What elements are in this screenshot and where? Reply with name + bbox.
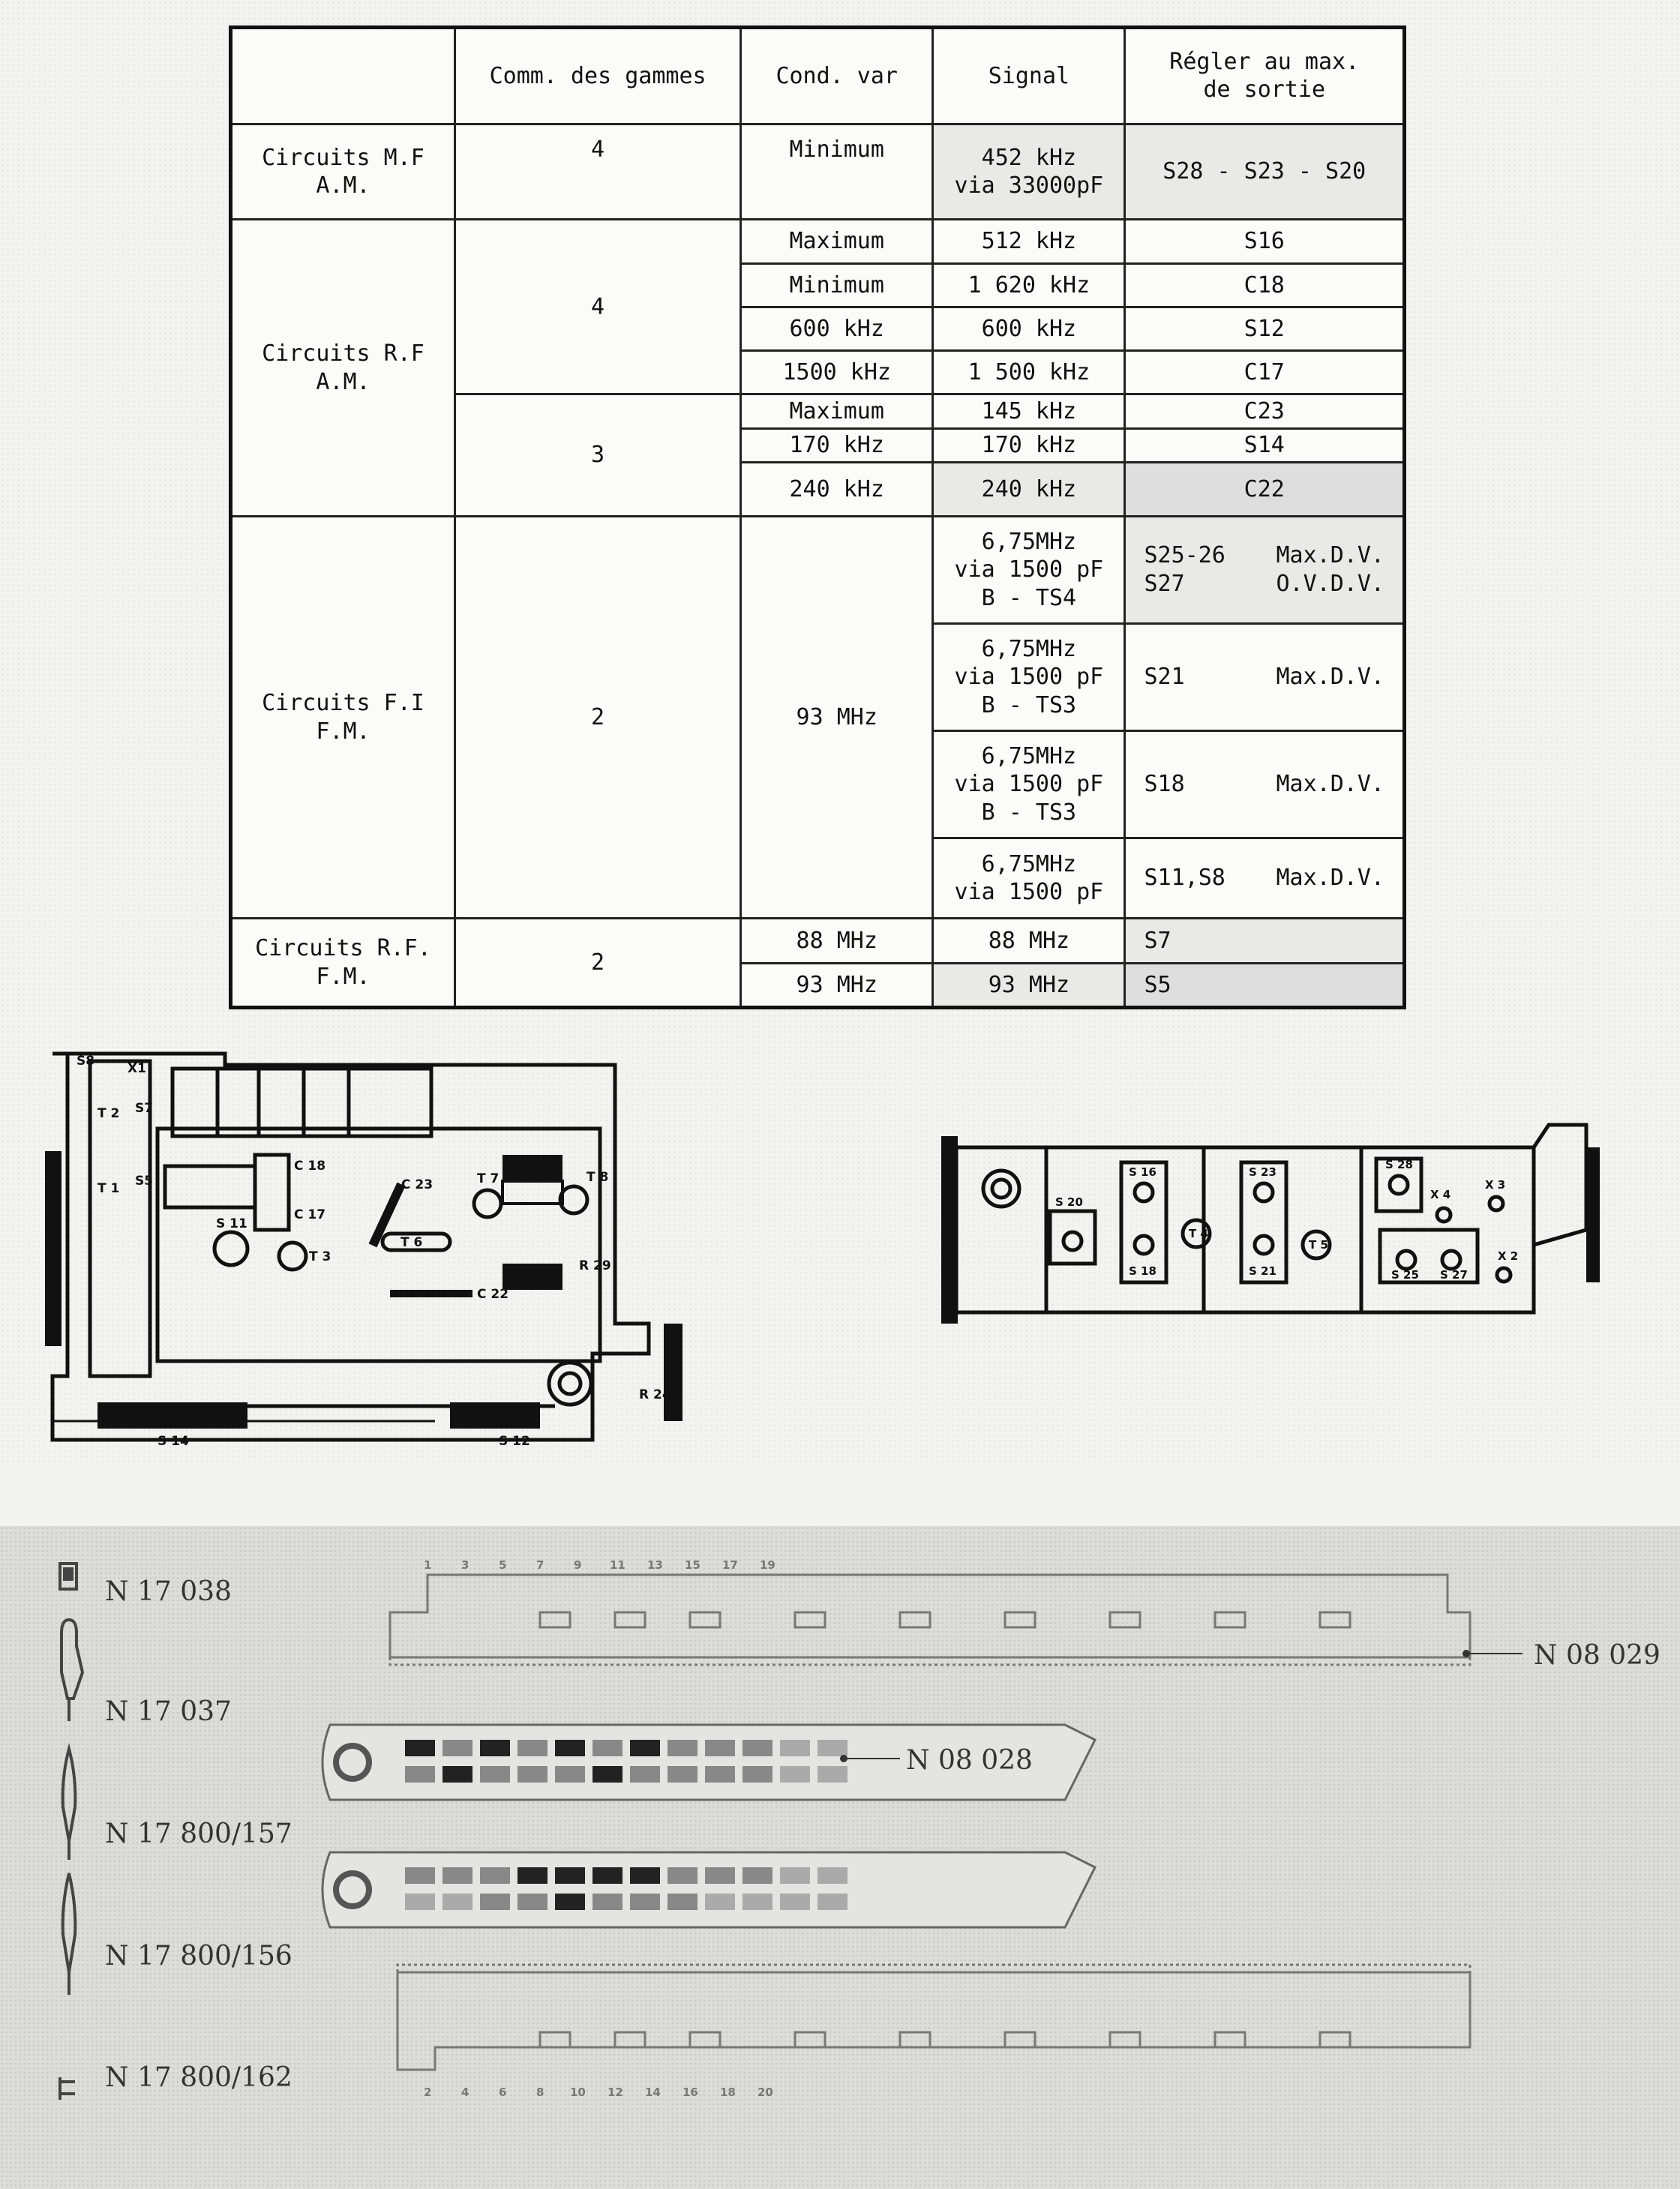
part-code-n17800-156: N 17 800/156	[105, 1941, 292, 1972]
am-top-shield-3	[259, 1069, 304, 1136]
pin-number: 6	[499, 2086, 507, 2099]
group-label-line: Circuits R.F	[262, 340, 424, 367]
header-signal: Signal	[933, 28, 1125, 124]
table-header-row	[231, 28, 1405, 124]
group-label-mf-am	[231, 124, 455, 220]
am-right-wheel	[664, 1324, 682, 1421]
pin-number: 3	[461, 1558, 470, 1572]
long-pin-icon	[63, 1873, 76, 1972]
signal-cell	[933, 124, 1125, 220]
group-label-line: A.M.	[316, 172, 370, 199]
signal-cell	[933, 838, 1125, 919]
top-number-row	[424, 1558, 776, 1572]
signal-line: via 1500 pF	[954, 556, 1104, 583]
table-row	[231, 919, 1405, 963]
regler-cell: C17	[1125, 351, 1405, 394]
pin-number: 16	[682, 2086, 698, 2099]
label-x1: X1	[128, 1061, 146, 1076]
am-top-shield-1	[172, 1069, 218, 1136]
t7-coil-frame	[502, 1181, 562, 1204]
cond-cell: 93 MHz	[741, 516, 933, 918]
label-s28: S 28	[1385, 1158, 1413, 1171]
regler-cell	[1125, 838, 1405, 919]
s21-adjuster	[1255, 1236, 1273, 1254]
regler-cell: C22	[1125, 463, 1405, 517]
group-label-rf-fm	[231, 919, 455, 1008]
regler-mode: Max.D.V.	[1276, 865, 1384, 892]
fm-board-diagram	[926, 1117, 1624, 1335]
label-s11: S 11	[216, 1216, 248, 1231]
t7-transistor	[474, 1190, 501, 1217]
regler-cell	[1125, 731, 1405, 838]
pin-number: 10	[570, 2086, 586, 2099]
pin-number: 4	[461, 2086, 470, 2099]
regler-cell	[1125, 623, 1405, 730]
x3-point	[1490, 1197, 1503, 1210]
label-t2: T 2	[98, 1106, 120, 1121]
pin-number: 17	[722, 1558, 738, 1572]
pin-number: 7	[536, 1558, 544, 1572]
cond-cell: 88 MHz	[741, 919, 933, 963]
alignment-table	[229, 25, 1406, 1009]
t7-coil	[502, 1155, 562, 1181]
regler-line	[1126, 570, 1402, 598]
regler-adjust: S21	[1144, 664, 1185, 691]
fm-left-wheel	[941, 1136, 958, 1324]
s23-adjuster	[1255, 1183, 1273, 1201]
signal-line: via 1500 pF	[954, 771, 1104, 798]
s28-adjuster	[1390, 1176, 1408, 1194]
pin-number: 9	[574, 1558, 582, 1572]
pin-number: 13	[647, 1558, 663, 1572]
lower-contact-strip	[322, 1852, 1095, 1927]
label-t7: T 7	[477, 1171, 500, 1186]
label-c22: C 22	[477, 1287, 509, 1302]
label-c18: C 18	[294, 1159, 326, 1174]
label-x2: X 2	[1498, 1249, 1519, 1263]
part-code-n17800-162: N 17 800/162	[105, 2062, 292, 2093]
regler-line	[1126, 663, 1402, 691]
cond-cell: 93 MHz	[741, 963, 933, 1007]
signal-line: 6,75MHz	[981, 742, 1077, 769]
signal-line: via 1500 pF	[954, 879, 1104, 906]
group-label-line: Circuits R.F.	[255, 935, 431, 962]
group-label-line: Circuits M.F	[262, 144, 424, 171]
c22-capacitor	[390, 1290, 472, 1297]
group-label-rf-am	[231, 220, 455, 516]
pin-number: 1	[424, 1558, 432, 1572]
contact-strips-diagram	[315, 1552, 1530, 2152]
strip-label-n08028: N 08 028	[906, 1745, 1033, 1776]
table-row	[231, 220, 1405, 263]
cond-cell: 1500 kHz	[741, 351, 933, 394]
bottom-number-row	[424, 2086, 773, 2099]
fm-right-wheel	[1586, 1147, 1600, 1282]
regler-cell: S14	[1125, 428, 1405, 462]
s11-adjuster	[214, 1232, 248, 1265]
label-s27: S 27	[1440, 1268, 1468, 1282]
pin-icon	[62, 1620, 82, 1699]
am-top-shield-4	[304, 1069, 349, 1136]
t3-transistor	[279, 1243, 306, 1270]
signal-cell: 93 MHz	[933, 963, 1125, 1007]
label-s20: S 20	[1055, 1195, 1083, 1209]
am-dial-wheel	[45, 1151, 62, 1346]
label-s18: S 18	[1129, 1264, 1156, 1278]
label-s16: S 16	[1129, 1165, 1156, 1179]
comm-cell: 4	[455, 220, 741, 394]
regler-adjust: S18	[1144, 771, 1185, 798]
am-cylinder	[165, 1166, 255, 1207]
cond-cell: Minimum	[741, 124, 933, 220]
label-s25: S 25	[1391, 1268, 1419, 1282]
signal-cell	[933, 623, 1125, 730]
cond-cell: 170 kHz	[741, 428, 933, 462]
regler-line	[1126, 770, 1402, 799]
group-label-line: F.M.	[316, 718, 370, 745]
signal-line: B - TS3	[981, 691, 1077, 718]
group-label-line: A.M.	[316, 368, 370, 395]
pin-number: 14	[645, 2086, 661, 2099]
signal-cell: 600 kHz	[933, 307, 1125, 350]
signal-line: via 1500 pF	[954, 664, 1104, 691]
s25-adjuster	[1397, 1251, 1415, 1269]
cond-cell: 600 kHz	[741, 307, 933, 350]
s20-adjuster	[1064, 1232, 1082, 1250]
cond-cell: 240 kHz	[741, 463, 933, 517]
label-t3: T 3	[309, 1249, 332, 1264]
s20-block	[1050, 1211, 1095, 1264]
regler-mode: Max.D.V.	[1276, 771, 1384, 798]
signal-cell: 240 kHz	[933, 463, 1125, 517]
pin-number: 15	[685, 1558, 700, 1572]
label-s23: S 23	[1249, 1165, 1276, 1179]
signal-cell: 1 620 kHz	[933, 263, 1125, 307]
regler-adjust: S11,S8	[1144, 865, 1226, 892]
group-label-fi-fm	[231, 516, 455, 918]
regler-cell: S5	[1125, 963, 1405, 1007]
regler-cell: S28 - S23 - S20	[1125, 124, 1405, 220]
pin-number: 8	[536, 2086, 544, 2099]
pin-number: 2	[424, 2086, 432, 2099]
signal-cell: 512 kHz	[933, 220, 1125, 263]
regler-cell	[1125, 516, 1405, 623]
r24-knob	[549, 1363, 591, 1405]
regler-mode: Max.D.V.	[1276, 542, 1384, 569]
header-blank	[231, 28, 455, 124]
signal-cell: 145 kHz	[933, 394, 1125, 428]
group-label-line: Circuits F.I	[262, 690, 424, 717]
label-t8: T 8	[586, 1170, 609, 1185]
table-row	[231, 124, 1405, 220]
label-s5: S5	[135, 1174, 154, 1189]
regler-line	[1126, 541, 1402, 570]
s27-adjuster	[1442, 1251, 1460, 1269]
header-regler-line-1: Régler au max.	[1169, 48, 1360, 75]
label-t5: T 5	[1309, 1238, 1328, 1252]
signal-line: B - TS4	[981, 584, 1077, 611]
label-x4: X 4	[1430, 1188, 1451, 1201]
label-s8: S8	[76, 1054, 95, 1069]
comm-cell: 2	[455, 919, 741, 1008]
signal-cell	[933, 516, 1125, 623]
fm-round-socket	[983, 1171, 1019, 1207]
label-c17: C 17	[294, 1207, 326, 1222]
am-top-shield-2	[218, 1069, 259, 1136]
signal-line: via 33000pF	[954, 172, 1104, 199]
label-s14: S 14	[158, 1434, 189, 1449]
regler-cell: S7	[1125, 919, 1405, 963]
header-comm-des-gammes: Comm. des gammes	[455, 28, 741, 124]
regler-cell: C23	[1125, 394, 1405, 428]
am-board-diagram	[30, 1031, 735, 1459]
regler-mode: O.V.D.V.	[1276, 570, 1384, 597]
comm-cell: 4	[455, 124, 741, 220]
comm-cell: 2	[455, 516, 741, 918]
header-regler-line-2: de sortie	[1203, 76, 1326, 103]
x4-point	[1437, 1208, 1450, 1222]
leader-dot-n08029	[1462, 1650, 1470, 1657]
am-top-shield-5	[349, 1069, 431, 1136]
t8-coil	[502, 1264, 562, 1290]
cond-cell: Maximum	[741, 394, 933, 428]
fm-right-bracket	[1534, 1125, 1586, 1245]
label-t6: T 6	[400, 1235, 423, 1250]
bottom-strip	[398, 1972, 1470, 2070]
comm-cell: 3	[455, 394, 741, 516]
pin-number: 19	[760, 1558, 776, 1572]
label-r24: R 24	[639, 1387, 671, 1402]
fm-module-2	[1046, 1147, 1204, 1312]
label-t1: T 1	[98, 1181, 120, 1196]
bracket-icon	[60, 2077, 75, 2100]
part-code-n17800-157: N 17 800/157	[105, 1819, 292, 1849]
regler-adjust: S27	[1144, 570, 1185, 597]
cond-cell: Maximum	[741, 220, 933, 263]
square-clip-icon-fill	[64, 1569, 72, 1579]
long-pin-icon	[63, 1749, 76, 1841]
label-s12: S 12	[499, 1434, 530, 1449]
s16-adjuster	[1135, 1183, 1153, 1201]
cond-cell: Minimum	[741, 263, 933, 307]
regler-cell: S16	[1125, 220, 1405, 263]
signal-line: 6,75MHz	[981, 528, 1077, 555]
strip-label-n08029: N 08 029	[1534, 1640, 1660, 1671]
signal-line: 6,75MHz	[981, 635, 1077, 662]
r24-knob-inner	[560, 1373, 580, 1394]
signal-cell: 88 MHz	[933, 919, 1125, 963]
fm-module-3	[1204, 1147, 1361, 1312]
signal-line: 6,75MHz	[981, 850, 1077, 877]
part-code-n17038: N 17 038	[105, 1576, 232, 1607]
regler-line	[1126, 864, 1402, 892]
leader-dot-n08028	[840, 1755, 848, 1762]
label-r29: R 29	[579, 1258, 611, 1273]
x2-point	[1497, 1268, 1510, 1282]
regler-mode: Max.D.V.	[1276, 664, 1384, 691]
signal-line: 452 kHz	[981, 144, 1077, 171]
regler-adjust: S25-26	[1144, 542, 1226, 569]
pin-number: 18	[720, 2086, 736, 2099]
label-x3: X 3	[1485, 1178, 1506, 1192]
pin-number: 11	[610, 1558, 626, 1572]
parts-icons	[45, 1552, 105, 2152]
label-c23: C 23	[401, 1177, 434, 1192]
signal-cell: 170 kHz	[933, 428, 1125, 462]
pin-number: 12	[608, 2086, 623, 2099]
fm-round-socket-inner	[992, 1180, 1010, 1198]
signal-line: B - TS3	[981, 799, 1077, 826]
table-row	[231, 516, 1405, 623]
regler-cell: S12	[1125, 307, 1405, 350]
part-code-n17037: N 17 037	[105, 1696, 232, 1727]
label-s21: S 21	[1249, 1264, 1276, 1278]
t8-transistor	[560, 1186, 587, 1213]
s12-bar	[450, 1402, 540, 1429]
regler-cell: C18	[1125, 263, 1405, 307]
s14-bar	[98, 1402, 248, 1429]
pin-number: 20	[758, 2086, 773, 2099]
signal-cell	[933, 731, 1125, 838]
top-strip-windows	[540, 1612, 1350, 1627]
bottom-strip-windows	[540, 2032, 1350, 2047]
signal-cell: 1 500 kHz	[933, 351, 1125, 394]
s18-adjuster	[1135, 1236, 1153, 1254]
pin-number: 5	[499, 1558, 507, 1572]
header-regler	[1125, 28, 1405, 124]
label-s7: S7	[135, 1101, 154, 1116]
group-label-line: F.M.	[316, 963, 370, 990]
c18-c17-capacitor	[255, 1155, 289, 1230]
label-t4: T 4	[1189, 1227, 1208, 1240]
header-cond-var: Cond. var	[741, 28, 933, 124]
